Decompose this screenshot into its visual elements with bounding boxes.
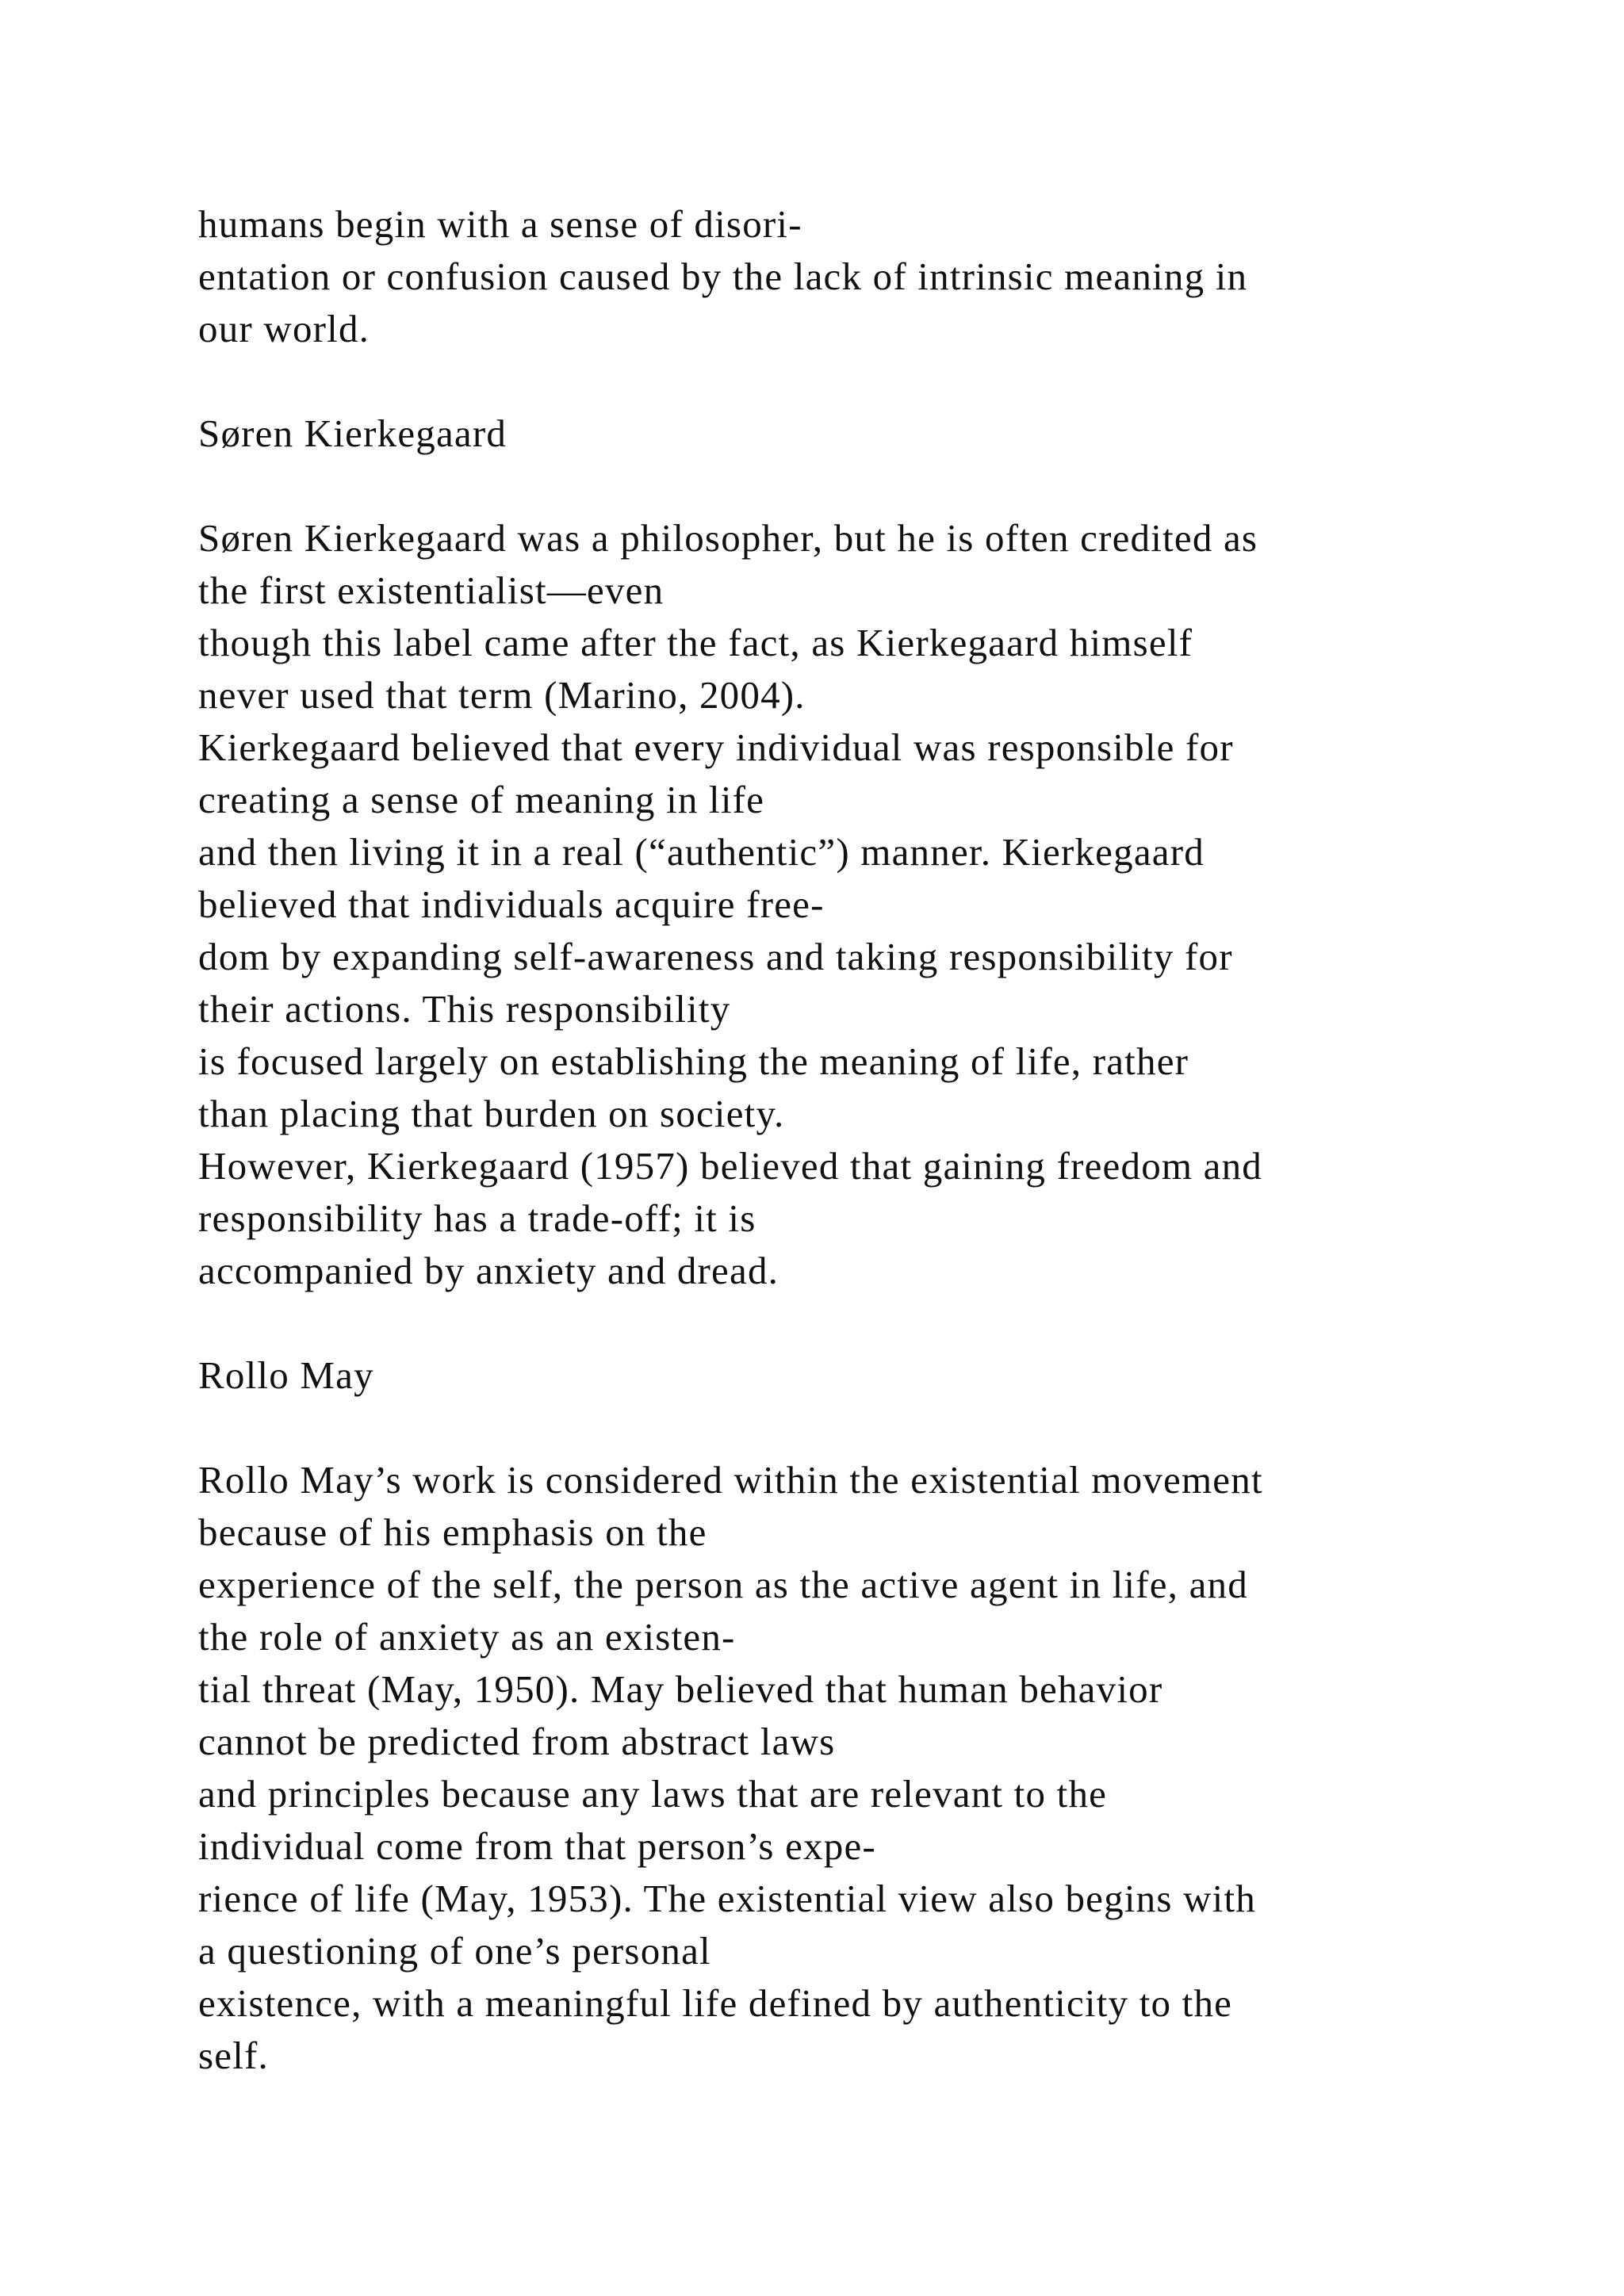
text-line: experience of the self, the person as the active agent in life, and [198, 1563, 1248, 1606]
text-line: and principles because any laws that are relevant to the [198, 1772, 1108, 1816]
text-line: than placing that burden on society. [198, 1092, 785, 1135]
blank-line [198, 1402, 1507, 1454]
text-line: never used that term (Marino, 2004). [198, 673, 806, 717]
text-line: though this label came after the fact, as Kierkegaard himself [198, 621, 1193, 664]
document-body [198, 198, 1507, 2082]
text-line: entation or confusion caused by the lack of intrinsic meaning in [198, 254, 1248, 298]
text-line: accompanied by anxiety and dread. [198, 1249, 779, 1292]
text-line: and then living it in a real (“authentic”) manner. Kierkegaard [198, 830, 1205, 874]
text-line: because of his emphasis on the [198, 1510, 707, 1554]
text-line: cannot be predicted from abstract laws [198, 1720, 836, 1763]
text-line: existence, with a meaningful life defined by authenticity to the [198, 1981, 1233, 2025]
text-line: humans begin with a sense of disori- [198, 202, 802, 246]
text-line: Søren Kierkegaard was a philosopher, but he is often credited as [198, 516, 1258, 560]
blank-line [198, 460, 1507, 512]
text-line: Rollo May’s work is considered within the existential movement [198, 1458, 1263, 1502]
text-line: However, Kierkegaard (1957) believed that gaining freedom and [198, 1144, 1263, 1188]
text-line: a questioning of one’s personal [198, 1929, 711, 1973]
text-line: rience of life (May, 1953). The existential view also begins with [198, 1877, 1256, 1920]
text-line: tial threat (May, 1950). May believed that human behavior [198, 1667, 1163, 1711]
blank-line [198, 355, 1507, 408]
text-line: individual come from that person’s expe- [198, 1824, 876, 1868]
blank-line [198, 1297, 1507, 1349]
text-line: believed that individuals acquire free- [198, 882, 825, 926]
text-line: dom by expanding self-awareness and taking responsibility for [198, 935, 1233, 978]
text-line: creating a sense of meaning in life [198, 778, 765, 821]
text-line: self. [198, 2034, 269, 2077]
text-line: is focused largely on establishing the meaning of life, rather [198, 1039, 1189, 1083]
text-line: the role of anxiety as an existen- [198, 1615, 736, 1659]
text-line: their actions. This responsibility [198, 987, 731, 1031]
section-heading-rollo-may: Rollo May [198, 1353, 374, 1397]
text-line: our world. [198, 307, 370, 350]
text-line: responsibility has a trade-off; it is [198, 1196, 756, 1240]
text-line: Kierkegaard believed that every individual was responsible for [198, 725, 1234, 769]
section-heading-kierkegaard: Søren Kierkegaard [198, 411, 508, 455]
text-line: the first existentialist—even [198, 568, 665, 612]
